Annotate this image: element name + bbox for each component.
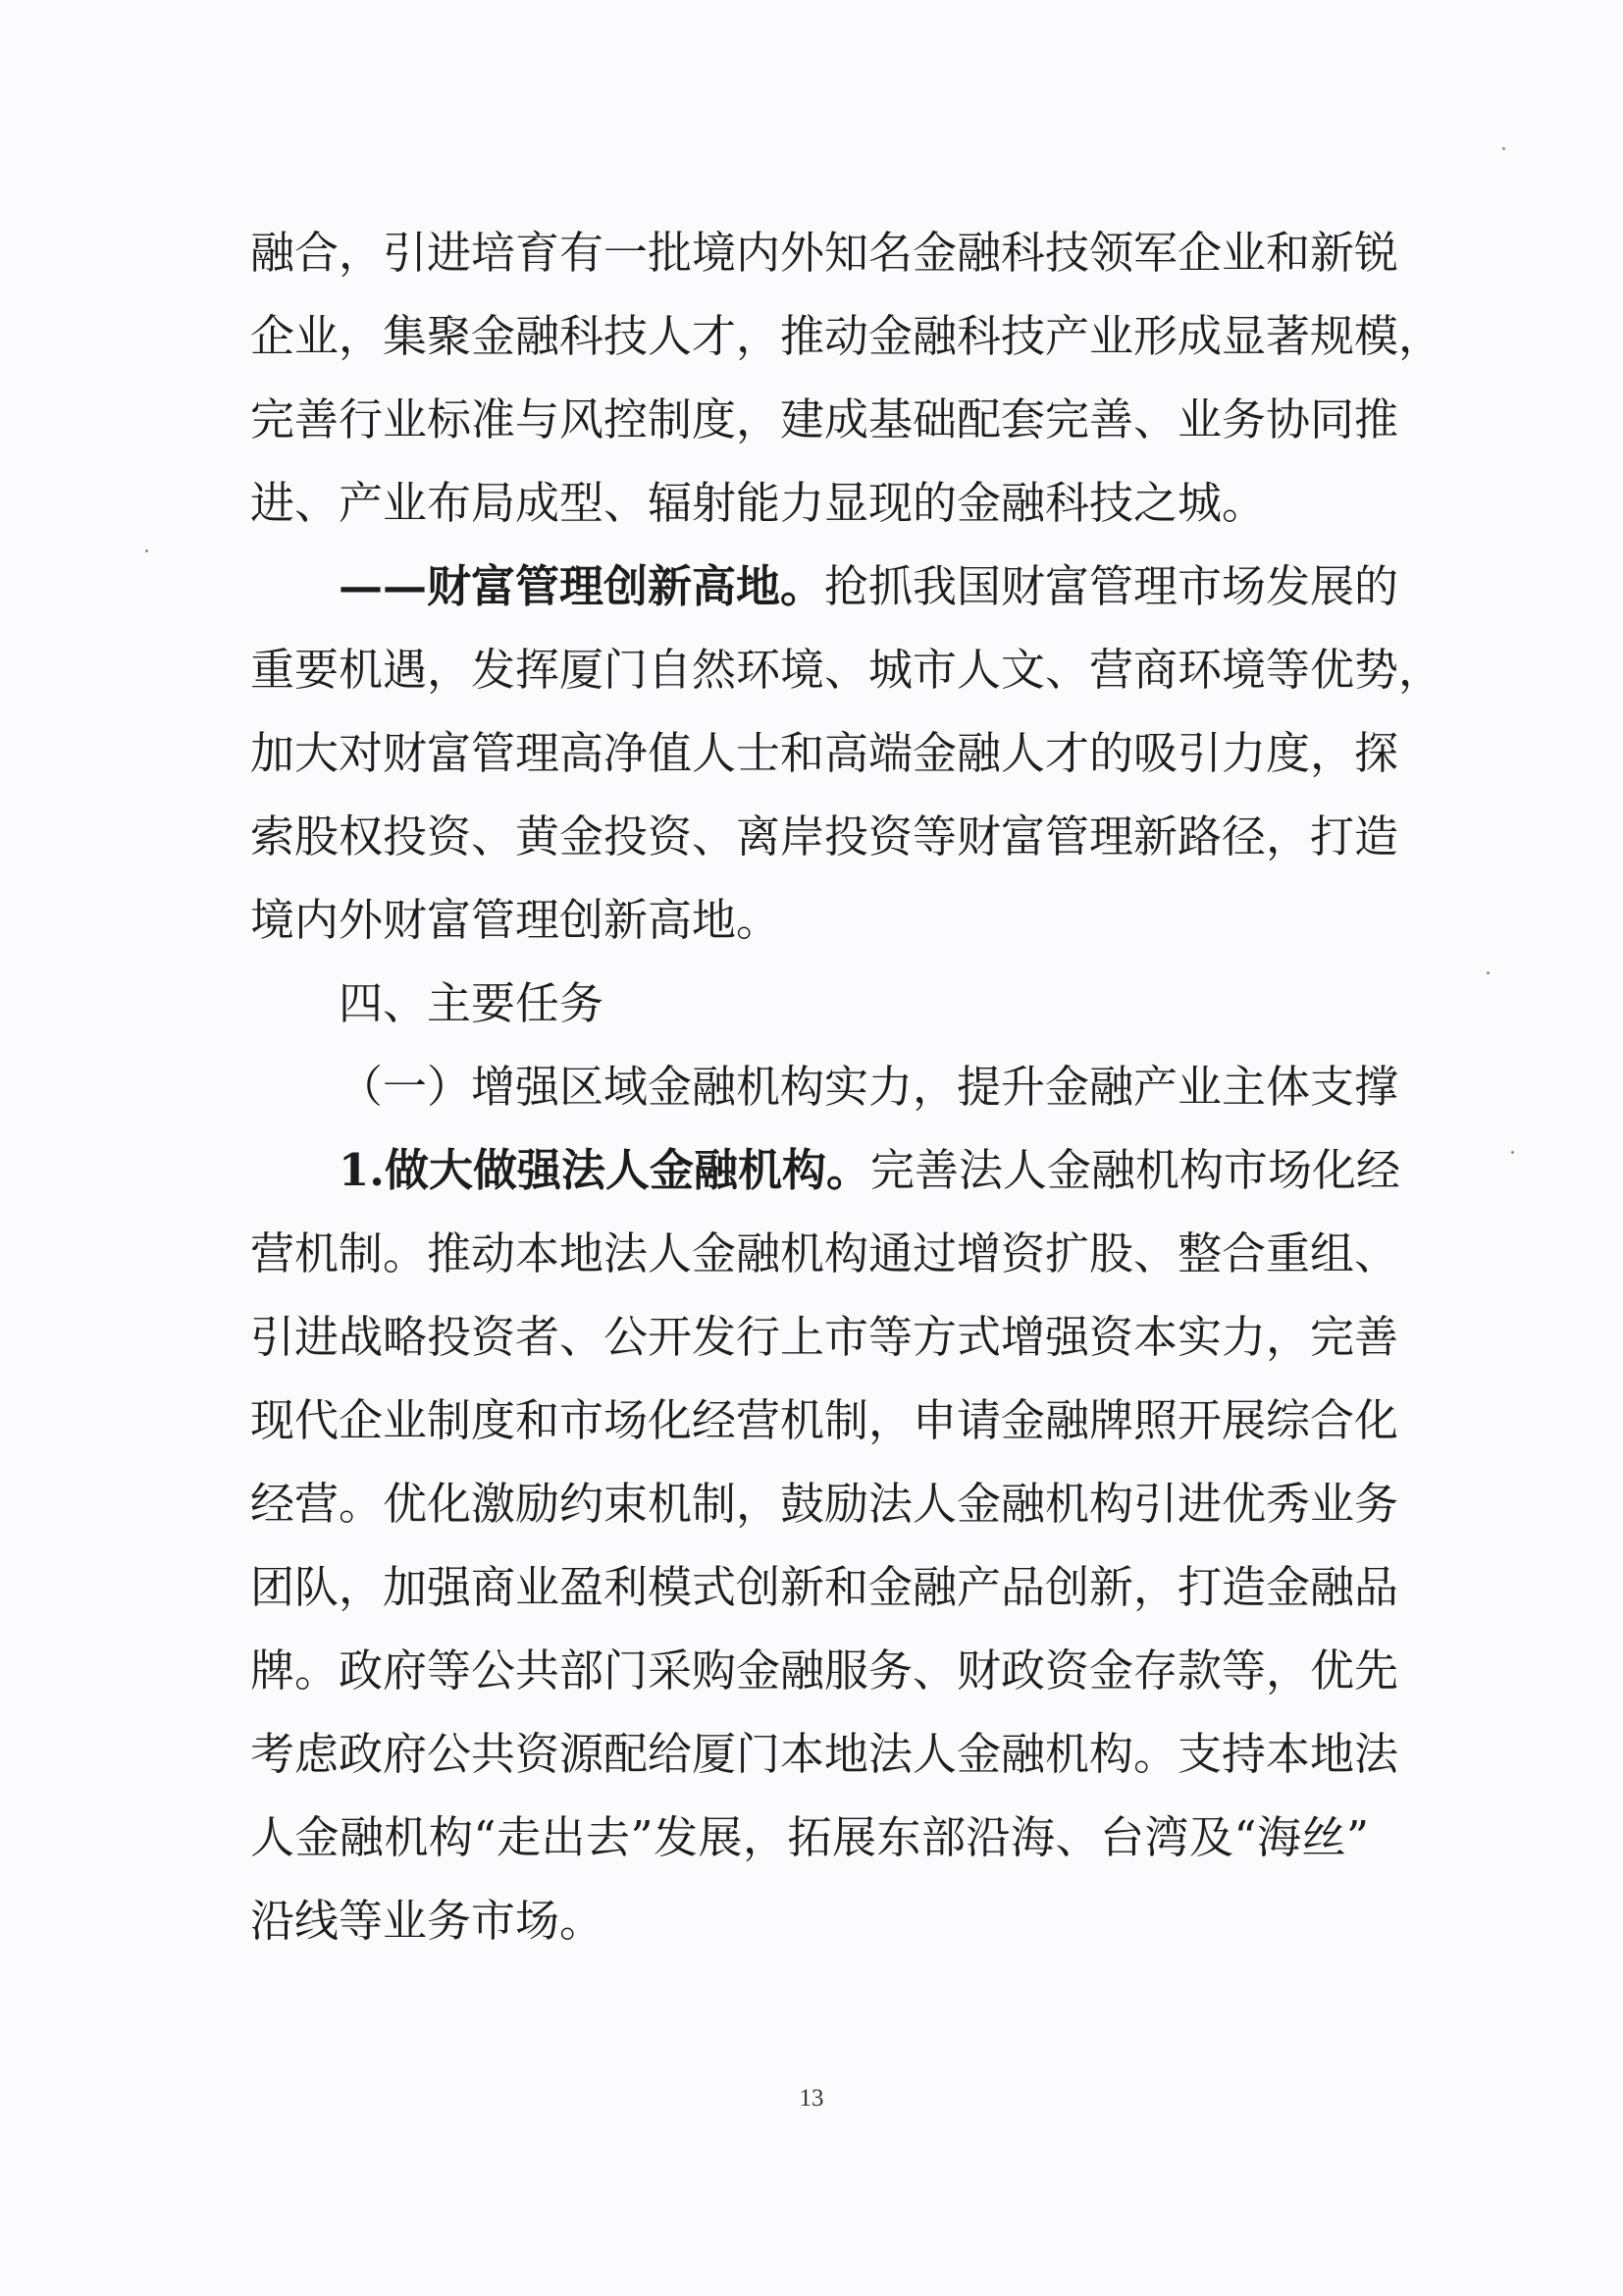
paragraph-line: 考虑政府公共资源配给厦门本地法人金融机构。支持本地法 [250, 1728, 1399, 1780]
paragraph-line: 营机制。推动本地法人金融机构通过增资扩股、整合重组、 [250, 1227, 1399, 1279]
paragraph-text: 抢抓我国财富管理市场发展的 [824, 560, 1399, 612]
scan-speck [1487, 971, 1490, 974]
section-heading: 四、主要任务 [339, 977, 604, 1029]
scan-speck [1511, 1151, 1514, 1154]
paragraph-line: 人金融机构“走出去”发展，拓展东部沿海、台湾及“海丝” [250, 1811, 1369, 1863]
paragraph-line: 现代企业制度和市场化经营机制，申请金融牌照开展综合化 [250, 1394, 1399, 1446]
subsection-heading: （一）增强区域金融机构实力，提升金融产业主体支撑 [339, 1061, 1399, 1113]
paragraph-line: 重要机遇，发挥厦门自然环境、城市人文、营商环境等优势， [250, 644, 1443, 696]
paragraph-line: 融合，引进培育有一批境内外知名金融科技领军企业和新锐 [250, 227, 1399, 279]
paragraph-line: 索股权投资、黄金投资、离岸投资等财富管理新路径，打造 [250, 810, 1399, 862]
paragraph-line: 境内外财富管理创新高地。 [250, 894, 781, 946]
page-number: 13 [799, 2085, 824, 2112]
paragraph-line: 引进战略投资者、公开发行上市等方式增强资本实力，完善 [250, 1311, 1399, 1363]
paragraph-lead-heading: 1.做大做强法人金融机构。 [339, 1144, 870, 1196]
paragraph-line: 牌。政府等公共部门采购金融服务、财政资金存款等，优先 [250, 1644, 1399, 1696]
paragraph-line: 沿线等业务市场。 [250, 1895, 604, 1947]
paragraph-line: 经营。优化激励约束机制，鼓励法人金融机构引进优秀业务 [250, 1478, 1399, 1530]
paragraph-line: 团队，加强商业盈利模式创新和金融产品创新，打造金融品 [250, 1561, 1399, 1613]
scan-speck [145, 549, 148, 552]
paragraph-first-line [339, 557, 1399, 616]
paragraph-first-line [339, 1141, 1400, 1200]
paragraph-line: 完善行业标准与风控制度，建成基础配套完善、业务协同推 [250, 393, 1399, 445]
scan-speck [1502, 147, 1505, 150]
paragraph-line: 加大对财富管理高净值人士和高端金融人才的吸引力度，探 [250, 727, 1399, 779]
paragraph-lead-heading: ——财富管理创新高地。 [339, 560, 825, 612]
paragraph-line: 企业，集聚金融科技人才，推动金融科技产业形成显著规模， [250, 310, 1443, 362]
paragraph-text: 完善法人金融机构市场化经 [869, 1144, 1400, 1196]
paragraph-line: 进、产业布局成型、辐射能力显现的金融科技之城。 [250, 477, 1267, 529]
